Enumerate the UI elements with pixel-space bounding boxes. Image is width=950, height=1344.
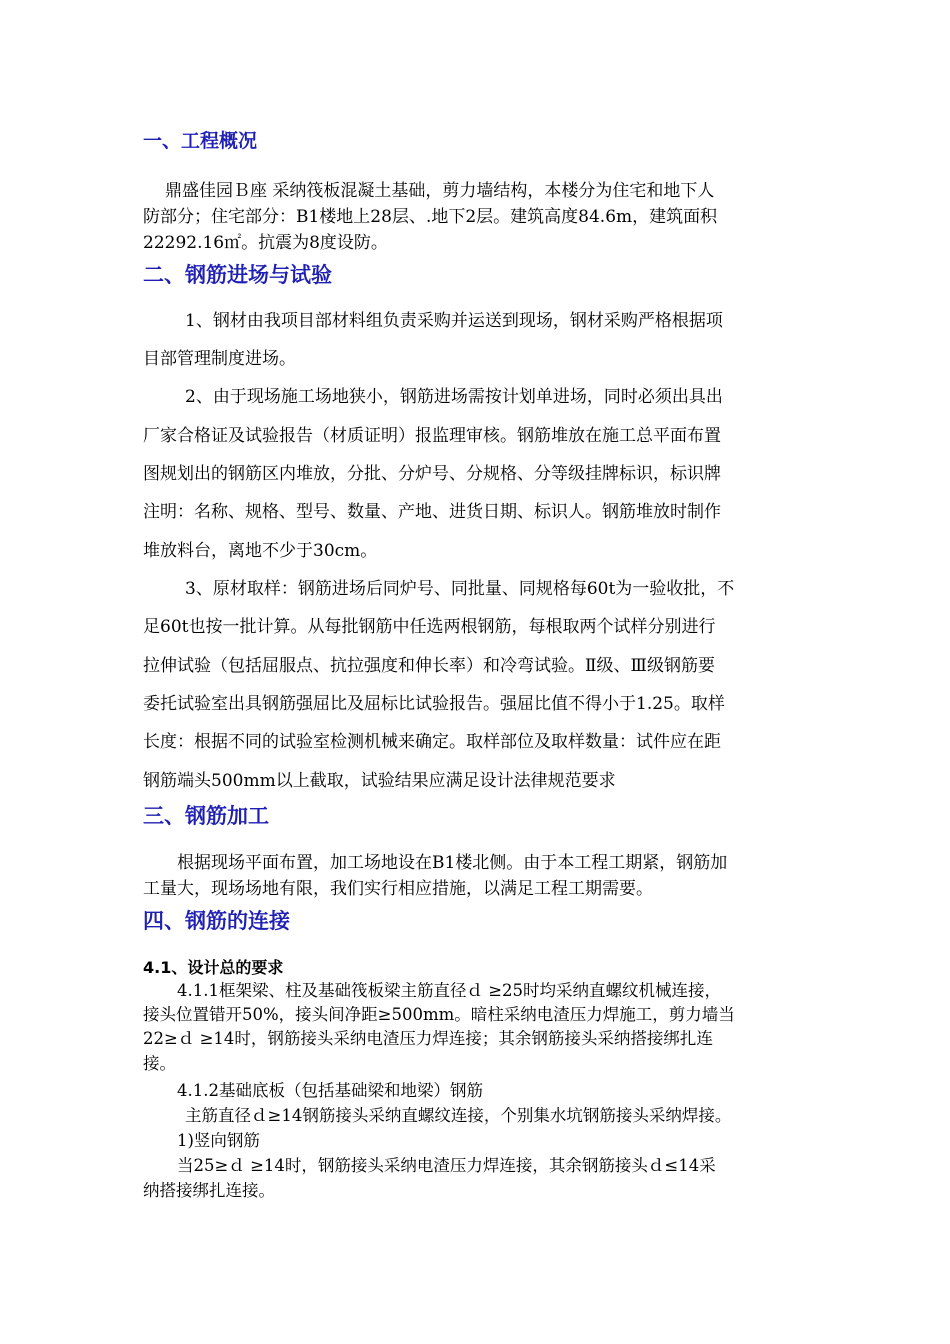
body-line: 钢筋端头500mm以上截取，试验结果应满足设计法律规范要求 [143,771,616,791]
body-line: 委托试验室出具钢筋强屈比及屈标比试验报告。强屈比值不得小于1.25。取样 [143,694,725,714]
body-line: 长度：根据不同的试验室检测机械来确定。取样部位及取样数量：试件应在距 [143,732,721,752]
body-line: 纳搭接绑扎连接。 [143,1181,275,1200]
body-line: 接头位置错开50%，接头间净距≥500mm。暗柱采纳电渣压力焊施工，剪力墙当 [143,1005,735,1024]
body-line: 厂家合格证及试验报告（材质证明）报监理审核。钢筋堆放在施工总平面布置 [143,426,721,446]
subheading-design-requirements: 4.1、设计总的要求 [143,958,284,977]
body-line: 当25≥ｄ ≥14时，钢筋接头采纳电渣压力焊连接，其余钢筋接头ｄ≤14采 [177,1156,716,1175]
body-line: 工量大，现场场地有限，我们实行相应措施，以满足工程工期需要。 [143,879,653,899]
body-line: 目部管理制度进场。 [143,349,296,369]
body-line: 足60t也按一批计算。从每批钢筋中任选两根钢筋，每根取两个试样分别进行 [143,617,716,637]
body-line: 2、由于现场施工场地狭小，钢筋进场需按计划单进场，同时必须出具出 [185,387,723,407]
body-line: 1)竖向钢筋 [177,1131,260,1150]
body-line: 拉伸试验（包括屈服点、抗拉强度和伸长率）和冷弯试验。Ⅱ级、Ⅲ级钢筋要 [143,656,715,676]
body-line: 防部分；住宅部分：B1楼地上28层、.地下2层。建筑高度84.6m，建筑面积 [143,207,718,227]
body-line: 22≥ｄ ≥14时，钢筋接头采纳电渣压力焊连接；其余钢筋接头采纳搭接绑扎连 [143,1029,713,1048]
section-heading-rebar-processing: 三、钢筋加工 [143,804,269,828]
body-line: 接。 [143,1054,176,1073]
body-line: 注明：名称、规格、型号、数量、产地、进货日期、标识人。钢筋堆放时制作 [143,502,721,522]
body-line: 3、原材取样：钢筋进场后同炉号、同批量、同规格每60t为一验收批，不 [185,579,735,599]
body-line: 堆放料台，离地不少于30cm。 [143,541,378,561]
section-heading-overview: 一、工程概况 [143,130,258,152]
section-heading-rebar-connection: 四、钢筋的连接 [143,909,290,933]
body-line: 鼎盛佳园Ｂ座 采纳筏板混凝土基础，剪力墙结构，本楼分为住宅和地下人 [165,181,715,201]
body-line: 根据现场平面布置，加工场地设在B1楼北侧。由于本工程工期紧，钢筋加 [177,853,728,873]
body-line: 4.1.2基础底板（包括基础梁和地梁）钢筋 [177,1081,483,1100]
body-line: 22292.16㎡。抗震为8度设防。 [143,233,388,253]
section-heading-rebar-entry: 二、钢筋进场与试验 [143,263,332,287]
body-line: 1、钢材由我项目部材料组负责采购并运送到现场，钢材采购严格根据项 [185,311,723,331]
body-line: 4.1.1框架梁、柱及基础筏板梁主筋直径ｄ ≥25时均采纳直螺纹机械连接， [177,981,722,1000]
body-line: 主筋直径ｄ≥14钢筋接头采纳直螺纹连接，个别集水坑钢筋接头采纳焊接。 [185,1106,732,1125]
body-line: 图规划出的钢筋区内堆放，分批、分炉号、分规格、分等级挂牌标识，标识牌 [143,464,721,484]
